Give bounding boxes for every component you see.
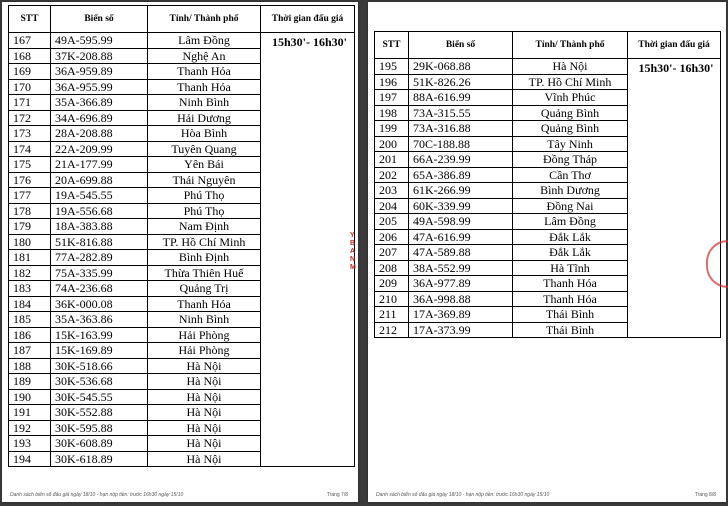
province-cell: Hải Phòng (148, 327, 261, 343)
plate-cell: 73A-316.88 (409, 121, 513, 137)
stt-cell: 199 (375, 121, 409, 137)
province-cell: Lâm Đồng (148, 33, 261, 49)
province-cell: Quảng Bình (513, 105, 628, 121)
table-body-left (9, 33, 355, 467)
plate-cell: 49A-598.99 (409, 214, 513, 230)
stt-cell: 172 (9, 110, 51, 126)
plate-cell: 19A-545.55 (51, 188, 148, 204)
stt-cell: 185 (9, 312, 51, 328)
plate-cell: 70C-188.88 (409, 136, 513, 152)
province-cell: Thanh Hóa (513, 276, 628, 292)
plate-cell: 47A-589.88 (409, 245, 513, 261)
province-cell: Đồng Nai (513, 198, 628, 214)
province-cell: Hà Nội (148, 389, 261, 405)
stt-cell: 202 (375, 167, 409, 183)
province-cell: Tây Ninh (513, 136, 628, 152)
stt-cell: 186 (9, 327, 51, 343)
stt-cell: 200 (375, 136, 409, 152)
stt-cell: 196 (375, 74, 409, 90)
plate-cell: 29K-068.88 (409, 59, 513, 75)
plate-cell: 20A-699.88 (51, 172, 148, 188)
stt-cell: 188 (9, 358, 51, 374)
plate-cell: 75A-335.99 (51, 265, 148, 281)
province-cell: Hà Nội (148, 405, 261, 421)
province-cell: Cần Thơ (513, 167, 628, 183)
plate-cell: 30K-618.89 (51, 451, 148, 467)
plate-cell: 17A-373.99 (409, 322, 513, 338)
province-cell: Lâm Đồng (513, 214, 628, 230)
stt-cell: 189 (9, 374, 51, 390)
header-plate: Biển số (409, 32, 513, 59)
province-cell: Đắk Lắk (513, 229, 628, 245)
province-cell: Hà Nội (148, 374, 261, 390)
province-cell: Hà Nội (148, 420, 261, 436)
plate-cell: 15K-163.99 (51, 327, 148, 343)
header-time: Thời gian đấu giá (628, 32, 721, 59)
stt-cell: 204 (375, 198, 409, 214)
header-stt: STT (9, 6, 51, 33)
plate-cell: 30K-536.68 (51, 374, 148, 390)
province-cell: Ninh Bình (148, 95, 261, 111)
stt-cell: 175 (9, 157, 51, 173)
stt-cell: 201 (375, 152, 409, 168)
plate-cell: 77A-282.89 (51, 250, 148, 266)
plate-cell: 30K-595.88 (51, 420, 148, 436)
header-stt: STT (375, 32, 409, 59)
province-cell: Hà Tĩnh (513, 260, 628, 276)
plate-cell: 51K-826.26 (409, 74, 513, 90)
plate-cell: 37K-208.88 (51, 48, 148, 64)
table-header-row (375, 32, 721, 59)
plate-cell: 30K-552.88 (51, 405, 148, 421)
province-cell: Hà Nội (148, 436, 261, 452)
stt-cell: 212 (375, 322, 409, 338)
stt-cell: 195 (375, 59, 409, 75)
plate-cell: 19A-556.68 (51, 203, 148, 219)
province-cell: Hòa Bình (148, 126, 261, 142)
plate-cell: 18A-383.88 (51, 219, 148, 235)
stt-cell: 181 (9, 250, 51, 266)
province-cell: Ninh Bình (148, 312, 261, 328)
stt-cell: 176 (9, 172, 51, 188)
province-cell: Hà Nội (148, 451, 261, 467)
plate-cell: 15K-169.89 (51, 343, 148, 359)
table-row (375, 59, 721, 75)
province-cell: Hải Dương (148, 110, 261, 126)
plate-cell: 35A-366.89 (51, 95, 148, 111)
province-cell: Quảng Bình (513, 121, 628, 137)
stt-cell: 168 (9, 48, 51, 64)
stt-cell: 191 (9, 405, 51, 421)
plate-cell: 66A-239.99 (409, 152, 513, 168)
plate-cell: 65A-386.89 (409, 167, 513, 183)
province-cell: TP. Hồ Chí Minh (148, 234, 261, 250)
time-slot-cell: 15h30'- 16h30' (628, 59, 721, 338)
stt-cell: 169 (9, 64, 51, 80)
plate-cell: 73A-315.55 (409, 105, 513, 121)
page-number-right: Trang 8/8 (694, 492, 716, 498)
time-slot-cell: 15h30'- 16h30' (261, 33, 355, 467)
stt-cell: 173 (9, 126, 51, 142)
footer-caption-left: Danh sách biển số đấu giá ngày 18/10 - hạn nộp tiền: trước 16h30 ngày 15/10 (10, 492, 184, 498)
stt-cell: 207 (375, 245, 409, 261)
plate-cell: 35A-363.86 (51, 312, 148, 328)
footer-caption-right: Danh sách biển số đấu giá ngày 18/10 - hạn nộp tiền: trước 16h30 ngày 15/10 (376, 492, 550, 498)
stt-cell: 194 (9, 451, 51, 467)
province-cell: Nam Định (148, 219, 261, 235)
plate-cell: 30K-518.66 (51, 358, 148, 374)
stt-cell: 167 (9, 33, 51, 49)
stt-cell: 209 (375, 276, 409, 292)
plate-cell: 30K-545.55 (51, 389, 148, 405)
province-cell: Nghệ An (148, 48, 261, 64)
stt-cell: 174 (9, 141, 51, 157)
auction-table-left (8, 5, 355, 467)
province-cell: TP. Hồ Chí Minh (513, 74, 628, 90)
province-cell: Quảng Trị (148, 281, 261, 297)
plate-cell: 74A-236.68 (51, 281, 148, 297)
plate-cell: 38A-552.99 (409, 260, 513, 276)
table-header-row (9, 6, 355, 33)
province-cell: Thanh Hóa (148, 79, 261, 95)
stt-cell: 171 (9, 95, 51, 111)
stt-cell: 197 (375, 90, 409, 106)
plate-cell: 36A-998.88 (409, 291, 513, 307)
stt-cell: 178 (9, 203, 51, 219)
plate-cell: 21A-177.99 (51, 157, 148, 173)
plate-cell: 51K-816.88 (51, 234, 148, 250)
stt-cell: 192 (9, 420, 51, 436)
table-row (9, 33, 355, 49)
stt-cell: 193 (9, 436, 51, 452)
stt-cell: 187 (9, 343, 51, 359)
province-cell: Yên Bái (148, 157, 261, 173)
province-cell: Thái Bình (513, 307, 628, 323)
province-cell: Đồng Tháp (513, 152, 628, 168)
red-stamp-fragment: Y BAN M (350, 232, 356, 271)
province-cell: Thanh Hóa (513, 291, 628, 307)
stt-cell: 206 (375, 229, 409, 245)
stt-cell: 184 (9, 296, 51, 312)
stt-cell: 190 (9, 389, 51, 405)
plate-cell: 22A-209.99 (51, 141, 148, 157)
province-cell: Thái Bình (513, 322, 628, 338)
stt-cell: 203 (375, 183, 409, 199)
page-number-left: Trang 7/8 (326, 492, 348, 498)
plate-cell: 36K-000.08 (51, 296, 148, 312)
province-cell: Đắk Lắk (513, 245, 628, 261)
stt-cell: 179 (9, 219, 51, 235)
stt-cell: 180 (9, 234, 51, 250)
province-cell: Bình Định (148, 250, 261, 266)
province-cell: Thanh Hóa (148, 296, 261, 312)
plate-cell: 36A-959.89 (51, 64, 148, 80)
plate-cell: 36A-955.99 (51, 79, 148, 95)
province-cell: Thanh Hóa (148, 64, 261, 80)
stt-cell: 177 (9, 188, 51, 204)
stt-cell: 211 (375, 307, 409, 323)
header-plate: Biển số (51, 6, 148, 33)
plate-cell: 28A-208.88 (51, 126, 148, 142)
header-province: Tỉnh/ Thành phố (513, 32, 628, 59)
plate-cell: 88A-616.99 (409, 90, 513, 106)
header-province: Tỉnh/ Thành phố (148, 6, 261, 33)
plate-cell: 47A-616.99 (409, 229, 513, 245)
stt-cell: 208 (375, 260, 409, 276)
auction-table-right (374, 31, 721, 338)
province-cell: Hải Phòng (148, 343, 261, 359)
stt-cell: 205 (375, 214, 409, 230)
plate-cell: 36A-977.89 (409, 276, 513, 292)
plate-cell: 49A-595.99 (51, 33, 148, 49)
stt-cell: 210 (375, 291, 409, 307)
table-body-right (375, 59, 721, 338)
stt-cell: 170 (9, 79, 51, 95)
document-page-right (368, 2, 726, 502)
header-time: Thời gian đấu giá (261, 6, 355, 33)
province-cell: Phú Thọ (148, 203, 261, 219)
plate-cell: 34A-696.89 (51, 110, 148, 126)
stt-cell: 182 (9, 265, 51, 281)
province-cell: Phú Thọ (148, 188, 261, 204)
plate-cell: 60K-339.99 (409, 198, 513, 214)
province-cell: Thừa Thiên Huế (148, 265, 261, 281)
province-cell: Tuyên Quang (148, 141, 261, 157)
stt-cell: 183 (9, 281, 51, 297)
province-cell: Hà Nội (513, 59, 628, 75)
stt-cell: 198 (375, 105, 409, 121)
plate-cell: 30K-608.89 (51, 436, 148, 452)
province-cell: Thái Nguyên (148, 172, 261, 188)
province-cell: Vĩnh Phúc (513, 90, 628, 106)
plate-cell: 17A-369.89 (409, 307, 513, 323)
province-cell: Hà Nội (148, 358, 261, 374)
plate-cell: 61K-266.99 (409, 183, 513, 199)
document-page-left (2, 2, 358, 502)
province-cell: Bình Dương (513, 183, 628, 199)
